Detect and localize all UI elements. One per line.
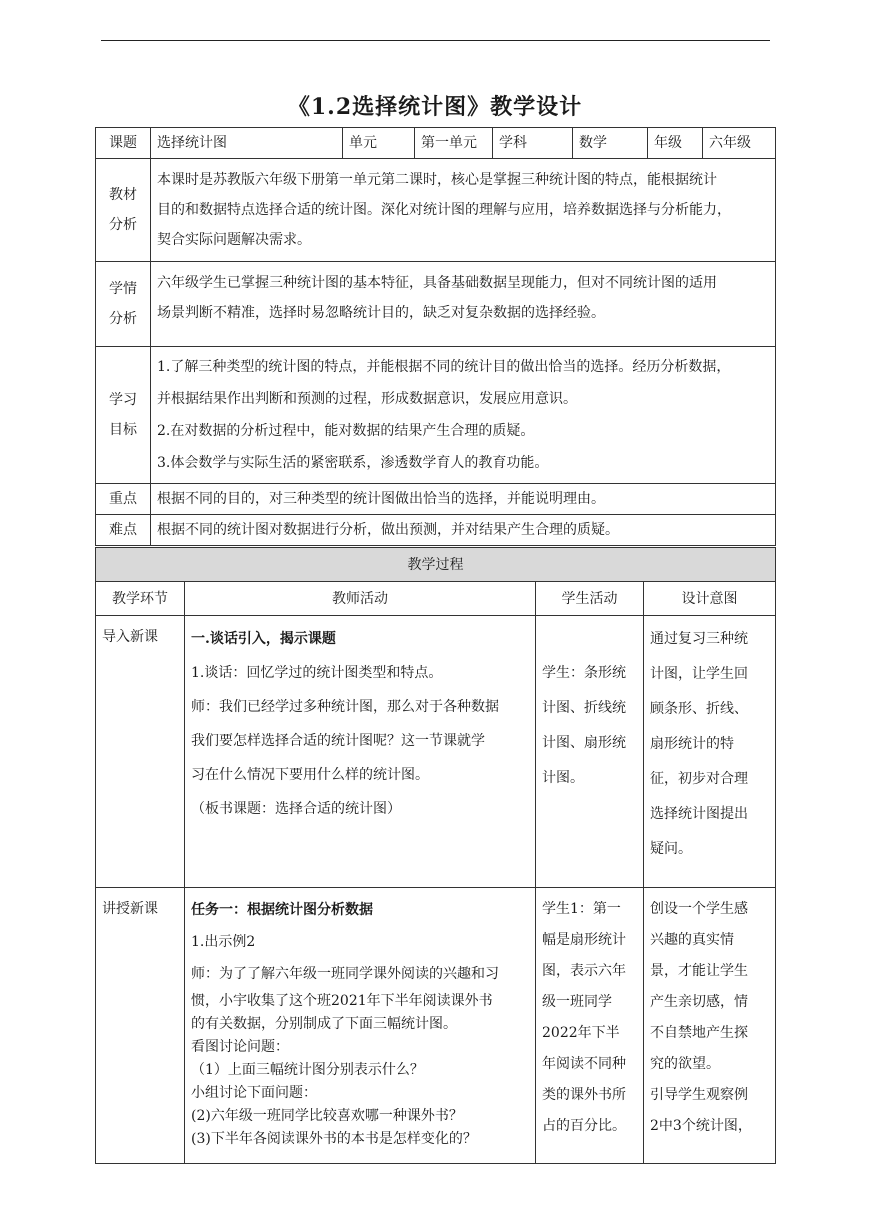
student-line: 学生：条形统 — [542, 665, 626, 681]
goals-line: 1.了解三种类型的统计图的特点，并能根据不同的统计目的做出恰当的选择。经历分析数据， — [157, 359, 731, 375]
student-line: 占的百分比。 — [542, 1118, 626, 1134]
teacher-line: 1.出示例2 — [191, 934, 256, 950]
teacher-line: 小组讨论下面问题： — [191, 1085, 317, 1101]
teacher-line: 的有关数据，分别制成了下面三幅统计图。 — [191, 1016, 457, 1032]
student-line: 图，表示六年 — [542, 963, 626, 979]
design-line: 引导学生观察例 — [650, 1087, 748, 1103]
student-cell — [536, 616, 644, 888]
topic-label: 课题 — [96, 128, 151, 159]
student-line: 计图。 — [542, 770, 584, 786]
goals-text — [151, 347, 776, 484]
design-line: 不自禁地产生探 — [650, 1025, 748, 1041]
document-title: 《1.2选择统计图》教学设计 — [287, 94, 583, 120]
goals-line: 2.在对数据的分析过程中，能对数据的结果产生合理的质疑。 — [157, 423, 535, 439]
design-line: 2中3个统计图， — [650, 1118, 752, 1134]
design-line: 扇形统计的特 — [650, 736, 734, 752]
column-header-student: 学生活动 — [536, 582, 644, 616]
key-point-label: 重点 — [96, 484, 151, 515]
design-cell — [644, 616, 776, 888]
column-header-stage: 教学环节 — [96, 582, 185, 616]
difficulty-row — [96, 515, 776, 546]
teacher-line: （1）上面三幅统计图分别表示什么？ — [191, 1062, 424, 1078]
teacher-cell — [185, 888, 536, 1164]
teacher-line: 我们要怎样选择合适的统计图呢？这一节课就学 — [191, 733, 485, 749]
design-line: 产生亲切感，情 — [650, 994, 748, 1010]
grade-value: 六年级 — [703, 128, 776, 159]
teacher-line: (2)六年级一班同学比较喜欢哪一种课外书？ — [191, 1108, 463, 1124]
teacher-line: 习在什么情况下要用什么样的统计图。 — [191, 767, 429, 783]
goals-label-line1: 学习 — [109, 392, 137, 408]
learner-row — [96, 262, 776, 347]
difficulty-label: 难点 — [96, 515, 151, 546]
goals-line: 3.体会数学与实际生活的紧密联系，渗透数学育人的教育功能。 — [157, 455, 549, 471]
design-line: 创设一个学生感 — [650, 901, 748, 917]
learner-text — [151, 262, 776, 347]
process-header: 教学过程 — [96, 548, 776, 582]
goals-line: 并根据结果作出判断和预测的过程，形成数据意识，发展应用意识。 — [157, 391, 577, 407]
design-line: 征，初步对合理 — [650, 771, 748, 787]
teacher-line: 师：我们已经学过多种统计图，那么对于各种数据 — [191, 699, 499, 715]
material-label — [96, 159, 151, 262]
material-row — [96, 159, 776, 262]
process-columns-row — [96, 582, 776, 616]
student-cell — [536, 888, 644, 1164]
design-line: 究的欲望。 — [650, 1056, 720, 1072]
teacher-cell — [185, 616, 536, 888]
subject-label: 学科 — [493, 128, 573, 159]
design-line: 计图，让学生回 — [650, 666, 748, 682]
lesson-info-table — [95, 127, 776, 546]
process-row-intro — [96, 616, 776, 888]
learner-line: 场景判断不精准，选择时易忽略统计目的，缺乏对复杂数据的选择经验。 — [157, 305, 605, 321]
stage-cell: 导入新课 — [96, 616, 185, 888]
design-line: 兴趣的真实情 — [650, 932, 734, 948]
material-label-line2: 分析 — [109, 217, 137, 233]
learner-label-line1: 学情 — [109, 281, 137, 297]
student-line: 计图、折线统 — [542, 700, 626, 716]
teacher-line: 看图讨论问题： — [191, 1039, 289, 1055]
student-line: 幅是扇形统计 — [542, 932, 626, 948]
teaching-process-table — [95, 547, 776, 1164]
info-row — [96, 128, 776, 159]
student-line: 类的课外书所 — [542, 1087, 626, 1103]
teacher-line: 任务一：根据统计图分析数据 — [191, 902, 373, 918]
grade-label: 年级 — [648, 128, 703, 159]
goals-label-line2: 目标 — [109, 422, 137, 438]
material-label-line1: 教材 — [109, 187, 137, 203]
learner-label-line2: 分析 — [109, 311, 137, 327]
stage-cell: 讲授新课 — [96, 888, 185, 1164]
student-line: 年阅读不同种 — [542, 1056, 626, 1072]
teacher-line: (3)下半年各阅读课外书的本书是怎样变化的？ — [191, 1131, 477, 1147]
design-cell — [644, 888, 776, 1164]
teacher-line: 师：为了了解六年级一班同学课外阅读的兴趣和习 — [191, 966, 499, 982]
teacher-line: 惯，小宇收集了这个班2021年下半年阅读课外书 — [191, 993, 493, 1009]
column-header-design: 设计意图 — [644, 582, 776, 616]
process-header-row — [96, 548, 776, 582]
column-header-teacher: 教师活动 — [185, 582, 536, 616]
student-line: 级一班同学 — [542, 994, 612, 1010]
design-line: 顾条形、折线、 — [650, 701, 748, 717]
key-point-text: 根据不同的目的，对三种类型的统计图做出恰当的选择，并能说明理由。 — [151, 484, 776, 515]
material-line: 契合实际问题解决需求。 — [157, 232, 311, 248]
subject-value: 数学 — [573, 128, 648, 159]
design-line: 疑问。 — [650, 841, 692, 857]
material-line: 目的和数据特点选择合适的统计图。深化对统计图的理解与应用，培养数据选择与分析能力， — [157, 202, 731, 218]
design-line: 通过复习三种统 — [650, 631, 748, 647]
process-row-new-lesson — [96, 888, 776, 1164]
unit-value: 第一单元 — [415, 128, 493, 159]
key-point-row — [96, 484, 776, 515]
learner-label — [96, 262, 151, 347]
goals-row — [96, 347, 776, 484]
material-line: 本课时是苏教版六年级下册第一单元第二课时，核心是掌握三种统计图的特点，能根据统计 — [157, 172, 717, 188]
learner-line: 六年级学生已掌握三种统计图的基本特征，具备基础数据呈现能力，但对不同统计图的适用 — [157, 275, 717, 291]
header-rule — [101, 40, 770, 41]
student-line: 2022年下半 — [542, 1025, 620, 1041]
design-line: 选择统计图提出 — [650, 806, 748, 822]
teacher-line: 1.谈话：回忆学过的统计图类型和特点。 — [191, 665, 443, 681]
material-text — [151, 159, 776, 262]
student-line: 计图、扇形统 — [542, 735, 626, 751]
teacher-line: （板书课题：选择合适的统计图） — [191, 801, 401, 817]
design-line: 景，才能让学生 — [650, 963, 748, 979]
student-line: 学生1：第一 — [542, 901, 621, 917]
teacher-line: 一.谈话引入，揭示课题 — [191, 631, 336, 647]
goals-label — [96, 347, 151, 484]
difficulty-text: 根据不同的统计图对数据进行分析，做出预测，并对结果产生合理的质疑。 — [151, 515, 776, 546]
unit-label: 单元 — [343, 128, 415, 159]
topic-value: 选择统计图 — [151, 128, 343, 159]
